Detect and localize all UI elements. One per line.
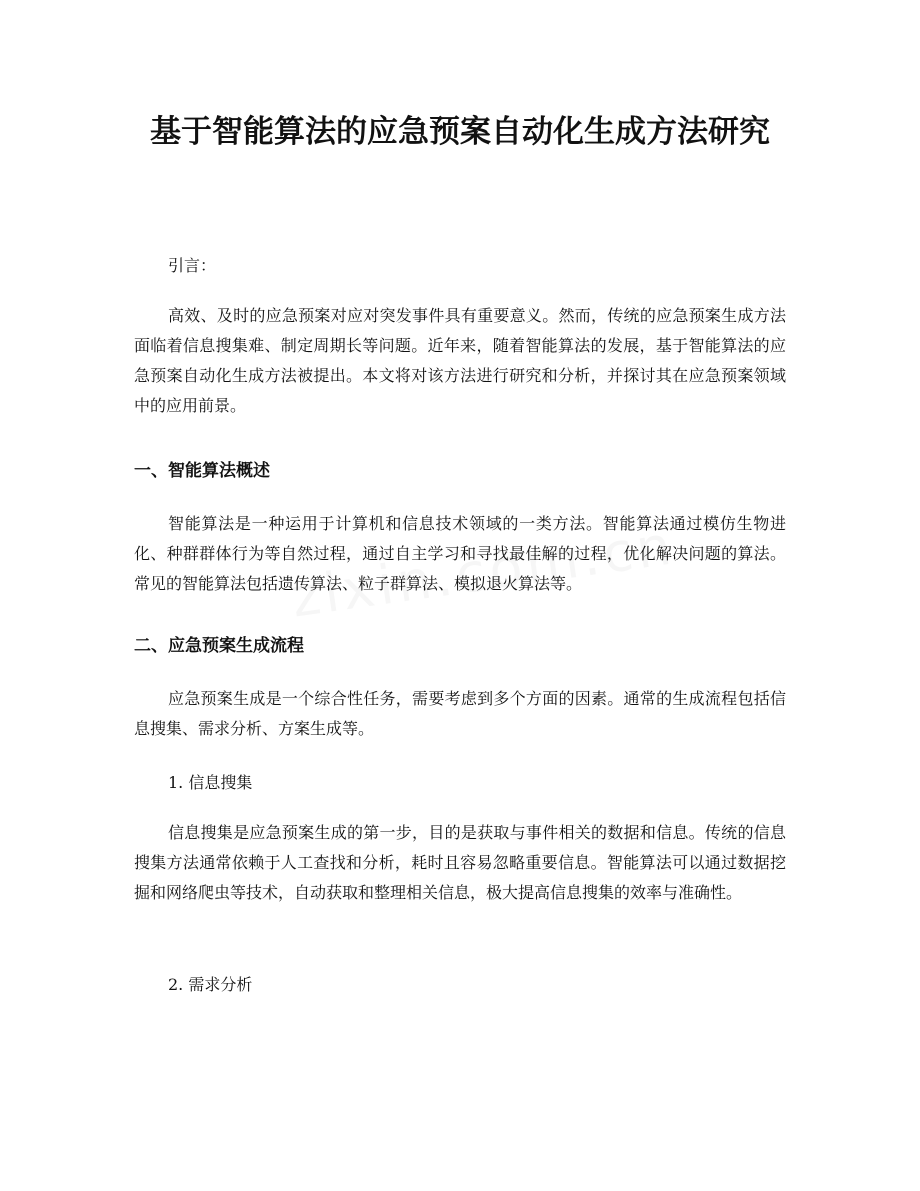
section-heading-algorithms: 一、智能算法概述 xyxy=(134,461,270,481)
intro-paragraph: 高效、及时的应急预案对应对突发事件具有重要意义。然而，传统的应急预案生成方法面临着信息搜集难、制定周期长等问题。近年来，随着智能算法的发展，基于智能算法的应急预案自动化生成方法被提出。本文将对该方法进行研究和分析，并探讨其在应急预案领域中的应用前景。 xyxy=(134,306,786,415)
section-paragraph-algorithms: 智能算法是一种运用于计算机和信息技术领域的一类方法。智能算法通过模仿生物进化、种群群体行为等自然过程，通过自主学习和寻找最佳解的过程，优化解决问题的算法。常见的智能算法包括遗传算法、粒子群算法、模拟退火算法等。 xyxy=(134,514,786,593)
section-paragraph-process: 应急预案生成是一个综合性任务，需要考虑到多个方面的因素。通常的生成流程包括信息搜集、需求分析、方案生成等。 xyxy=(134,689,786,738)
subsection-heading-info-collection: 1. 信息搜集 xyxy=(168,773,253,792)
subsection-heading-requirements: 2. 需求分析 xyxy=(168,975,253,994)
document-title: 基于智能算法的应急预案自动化生成方法研究 xyxy=(150,114,770,150)
intro-label: 引言： xyxy=(168,256,217,275)
subsection-paragraph-info-collection: 信息搜集是应急预案生成的第一步，目的是获取与事件相关的数据和信息。传统的信息搜集方法通常依赖于人工查找和分析，耗时且容易忽略重要信息。智能算法可以通过数据挖掘和网络爬虫等技术，自动获取和整理相关信息，极大提高信息搜集的效率与准确性。 xyxy=(134,823,786,902)
section-heading-process: 二、应急预案生成流程 xyxy=(134,636,304,656)
